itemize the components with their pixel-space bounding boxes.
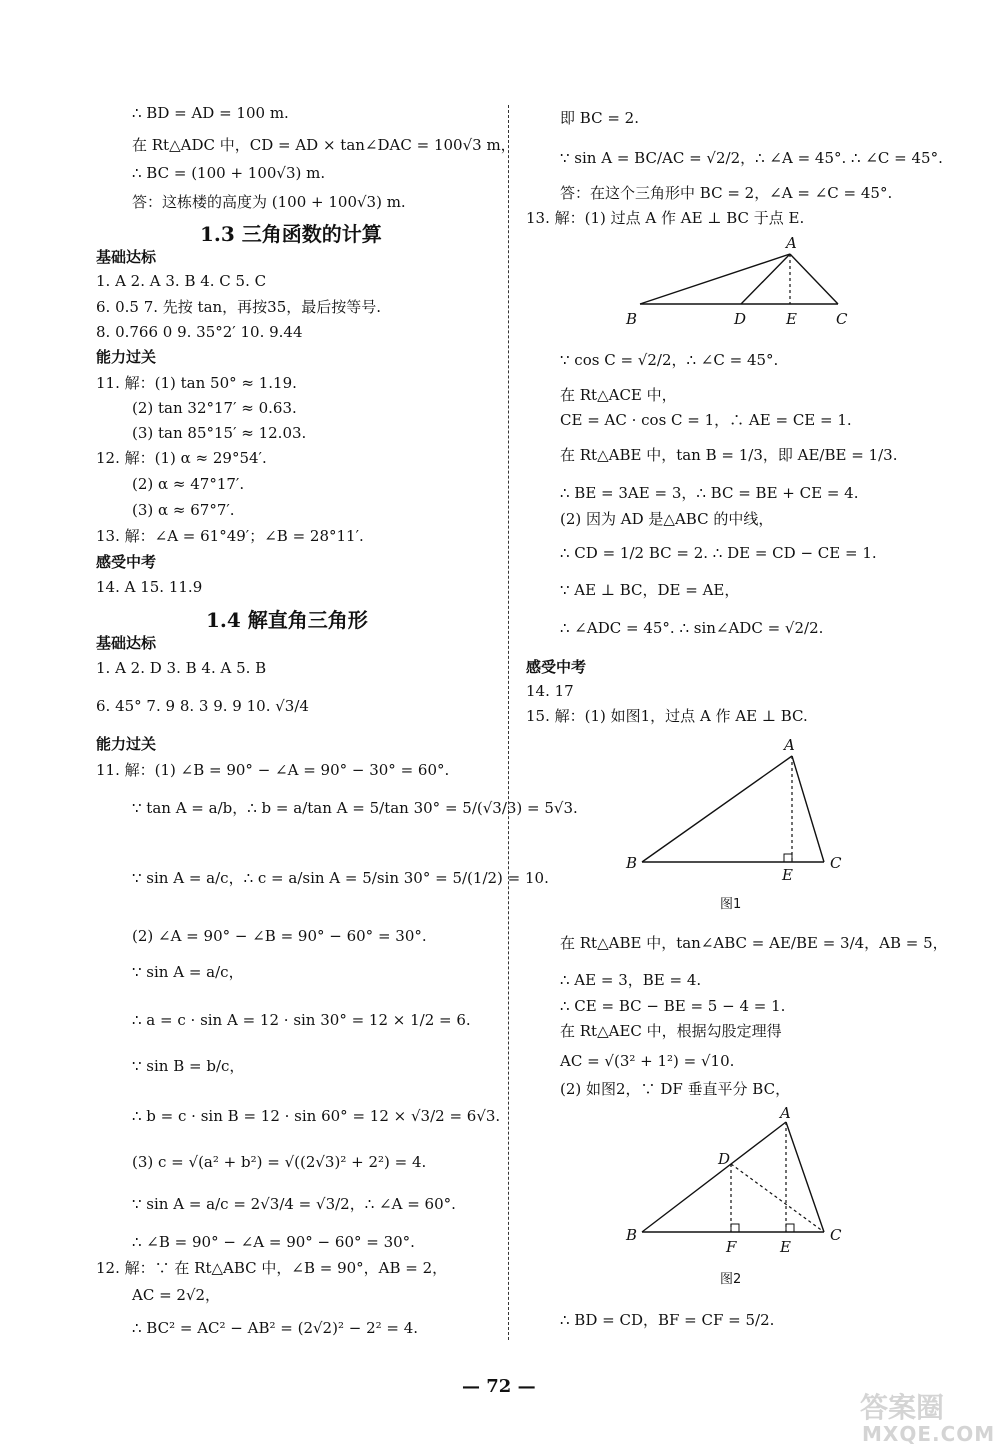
text-line: ∴ BD = AD = 100 m. [132, 104, 289, 122]
text-line: (2) 如图2，∵ DF 垂直平分 BC， [560, 1080, 791, 1098]
label-a: A [780, 1104, 791, 1122]
answer-line: (3) c = √(a² + b²) = √((2√3)² + 2²) = 4. [132, 1153, 427, 1171]
answer-line: 1. A 2. A 3. B 4. C 5. C [96, 272, 267, 290]
text-line: ∴ BE = 3AE = 3，∴ BC = BE + CE = 4. [560, 484, 859, 502]
text-line: 在 Rt△ABE 中，tan∠ABC = AE/BE = 3/4，AB = 5， [560, 934, 948, 952]
segment-ac [786, 1122, 824, 1232]
text-line: 即 BC = 2. [560, 109, 639, 127]
page-number: — 72 — [462, 1376, 536, 1397]
answer-line: ∴ b = c · sin B = 12 · sin 60° = 12 × √3/2 = 6√3. [132, 1107, 501, 1125]
answer-line: 8. 0.766 0 9. 35°2′ 10. 9.44 [96, 323, 303, 341]
subsection-title: 能力过关 [96, 348, 157, 366]
watermark-text: 答案圈 [860, 1391, 945, 1424]
text-line: ∴ ∠ADC = 45°. ∴ sin∠ADC = √2/2. [560, 619, 824, 637]
text-line: ∴ AE = 3，BE = 4. [560, 971, 702, 989]
answer-line: 11. 解：(1) ∠B = 90° − ∠A = 90° − 30° = 60°. [96, 761, 450, 779]
answer-line: ∵ sin A = a/c = 2√3/4 = √3/2，∴ ∠A = 60°. [132, 1195, 456, 1213]
figure-1 [620, 730, 850, 880]
answer-line: 11. 解：(1) tan 50° ≈ 1.19. [96, 374, 297, 392]
label-b: B [626, 1226, 638, 1244]
column-divider [508, 105, 509, 1340]
text-line: (2) 因为 AD 是△ABC 的中线， [560, 510, 774, 528]
label-a: A [786, 234, 797, 252]
section-title: 1.4 解直角三角形 [206, 608, 368, 632]
text-line: ∵ sin A = BC/AC = √2/2，∴ ∠A = 45°. ∴ ∠C = 45°. [560, 149, 943, 167]
answer-line: 14. 17 [526, 682, 574, 700]
label-c: C [836, 310, 848, 328]
figure-caption: 图1 [720, 897, 742, 912]
label-d: D [734, 310, 747, 328]
label-f: F [726, 1238, 737, 1254]
figure-caption: 图2 [720, 1272, 742, 1287]
label-e: E [786, 310, 797, 328]
text-line: AC = √(3² + 1²) = √10. [560, 1052, 735, 1070]
label-b: B [626, 854, 638, 872]
label-a: A [784, 736, 795, 754]
figure-2 [620, 1104, 850, 1254]
segment-dc [731, 1164, 824, 1232]
answer-line: 12. 解：∵ 在 Rt△ABC 中，∠B = 90°，AB = 2， [96, 1259, 448, 1277]
answer-line: ∴ a = c · sin A = 12 · sin 30° = 12 × 1/2 = 6. [132, 1011, 471, 1029]
watermark-logo [850, 1382, 996, 1450]
segment-ac [790, 254, 838, 304]
subsection-title: 能力过关 [96, 735, 157, 753]
answer-line: ∵ sin A = a/c，∴ c = a/sin A = 5/sin 30° = 5/(1/2) = 10. [132, 869, 549, 887]
text-line: ∴ BD = CD，BF = CF = 5/2. [560, 1311, 775, 1329]
answer-line: (2) ∠A = 90° − ∠B = 90° − 60° = 30°. [132, 927, 427, 945]
label-e: E [780, 1238, 791, 1254]
text-line: 答：在这个三角形中 BC = 2，∠A = ∠C = 45°. [560, 184, 893, 202]
subsection-title: 基础达标 [96, 634, 157, 652]
answer-line: (2) α ≈ 47°17′. [132, 475, 245, 493]
answer-line: ∵ tan A = a/b，∴ b = a/tan A = 5/tan 30° = 5/(√3/3) = 5√3. [132, 799, 578, 817]
text-line: ∴ CE = BC − BE = 5 − 4 = 1. [560, 997, 786, 1015]
answer-line: 6. 0.5 7. 先按 tan，再按35，最后按等号. [96, 298, 382, 316]
label-c: C [830, 1226, 842, 1244]
answer-line: (2) tan 32°17′ ≈ 0.63. [132, 399, 297, 417]
figure-13 [610, 230, 870, 330]
text-line: 13. 解：(1) 过点 A 作 AE ⊥ BC 于点 E. [526, 209, 805, 227]
label-e: E [782, 866, 793, 880]
right-angle-mark [786, 1224, 794, 1232]
label-d: D [718, 1150, 731, 1168]
subsection-title: 基础达标 [96, 248, 157, 266]
right-angle-mark [731, 1224, 739, 1232]
answer-line: AC = 2√2， [132, 1286, 221, 1304]
text-line: ∵ AE ⊥ BC，DE = AE， [560, 581, 740, 599]
answer-line: (3) tan 85°15′ ≈ 12.03. [132, 424, 307, 442]
answer-line: ∴ BC² = AC² − AB² = (2√2)² − 2² = 4. [132, 1319, 419, 1337]
segment-ac [792, 756, 824, 862]
answer-line: (3) α ≈ 67°7′. [132, 501, 235, 519]
label-b: B [626, 310, 638, 328]
section-title: 1.3 三角函数的计算 [200, 222, 382, 246]
watermark-url: MXQE.COM [862, 1422, 996, 1446]
text-line: 在 Rt△ACE 中， [560, 386, 677, 404]
segment-ab [642, 1122, 786, 1232]
text-line: CE = AC · cos C = 1，∴ AE = CE = 1. [560, 411, 852, 429]
segment-ab [640, 254, 790, 304]
answer-line: 1. A 2. D 3. B 4. A 5. B [96, 659, 267, 677]
text-line: ∵ cos C = √2/2，∴ ∠C = 45°. [560, 351, 779, 369]
answer-line: 6. 45° 7. 9 8. 3 9. 9 10. √3/4 [96, 697, 309, 715]
answer-line: 14. A 15. 11.9 [96, 578, 203, 596]
label-c: C [830, 854, 842, 872]
answer-line: 15. 解：(1) 如图1，过点 A 作 AE ⊥ BC. [526, 707, 808, 725]
text-line: 在 Rt△AEC 中，根据勾股定理得 [560, 1022, 782, 1040]
text-line: ∴ CD = 1/2 BC = 2. ∴ DE = CD − CE = 1. [560, 544, 877, 562]
answer-line: 13. 解：∠A = 61°49′；∠B = 28°11′. [96, 527, 364, 545]
answer-line: ∴ ∠B = 90° − ∠A = 90° − 60° = 30°. [132, 1233, 415, 1251]
text-line: 答：这栋楼的高度为 (100 + 100√3) m. [132, 193, 406, 211]
segment-ab [642, 756, 792, 862]
answer-line: ∵ sin A = a/c， [132, 963, 244, 981]
answer-line: ∵ sin B = b/c， [132, 1057, 245, 1075]
answer-line: 12. 解：(1) α ≈ 29°54′. [96, 449, 267, 467]
right-angle-mark [784, 854, 792, 862]
text-line: ∴ BC = (100 + 100√3) m. [132, 164, 326, 182]
text-line: 在 Rt△ADC 中，CD = AD × tan∠DAC = 100√3 m， [132, 136, 516, 154]
text-line: 在 Rt△ABE 中，tan B = 1/3，即 AE/BE = 1/3. [560, 446, 898, 464]
subsection-title: 感受中考 [96, 553, 157, 571]
subsection-title: 感受中考 [526, 658, 587, 676]
